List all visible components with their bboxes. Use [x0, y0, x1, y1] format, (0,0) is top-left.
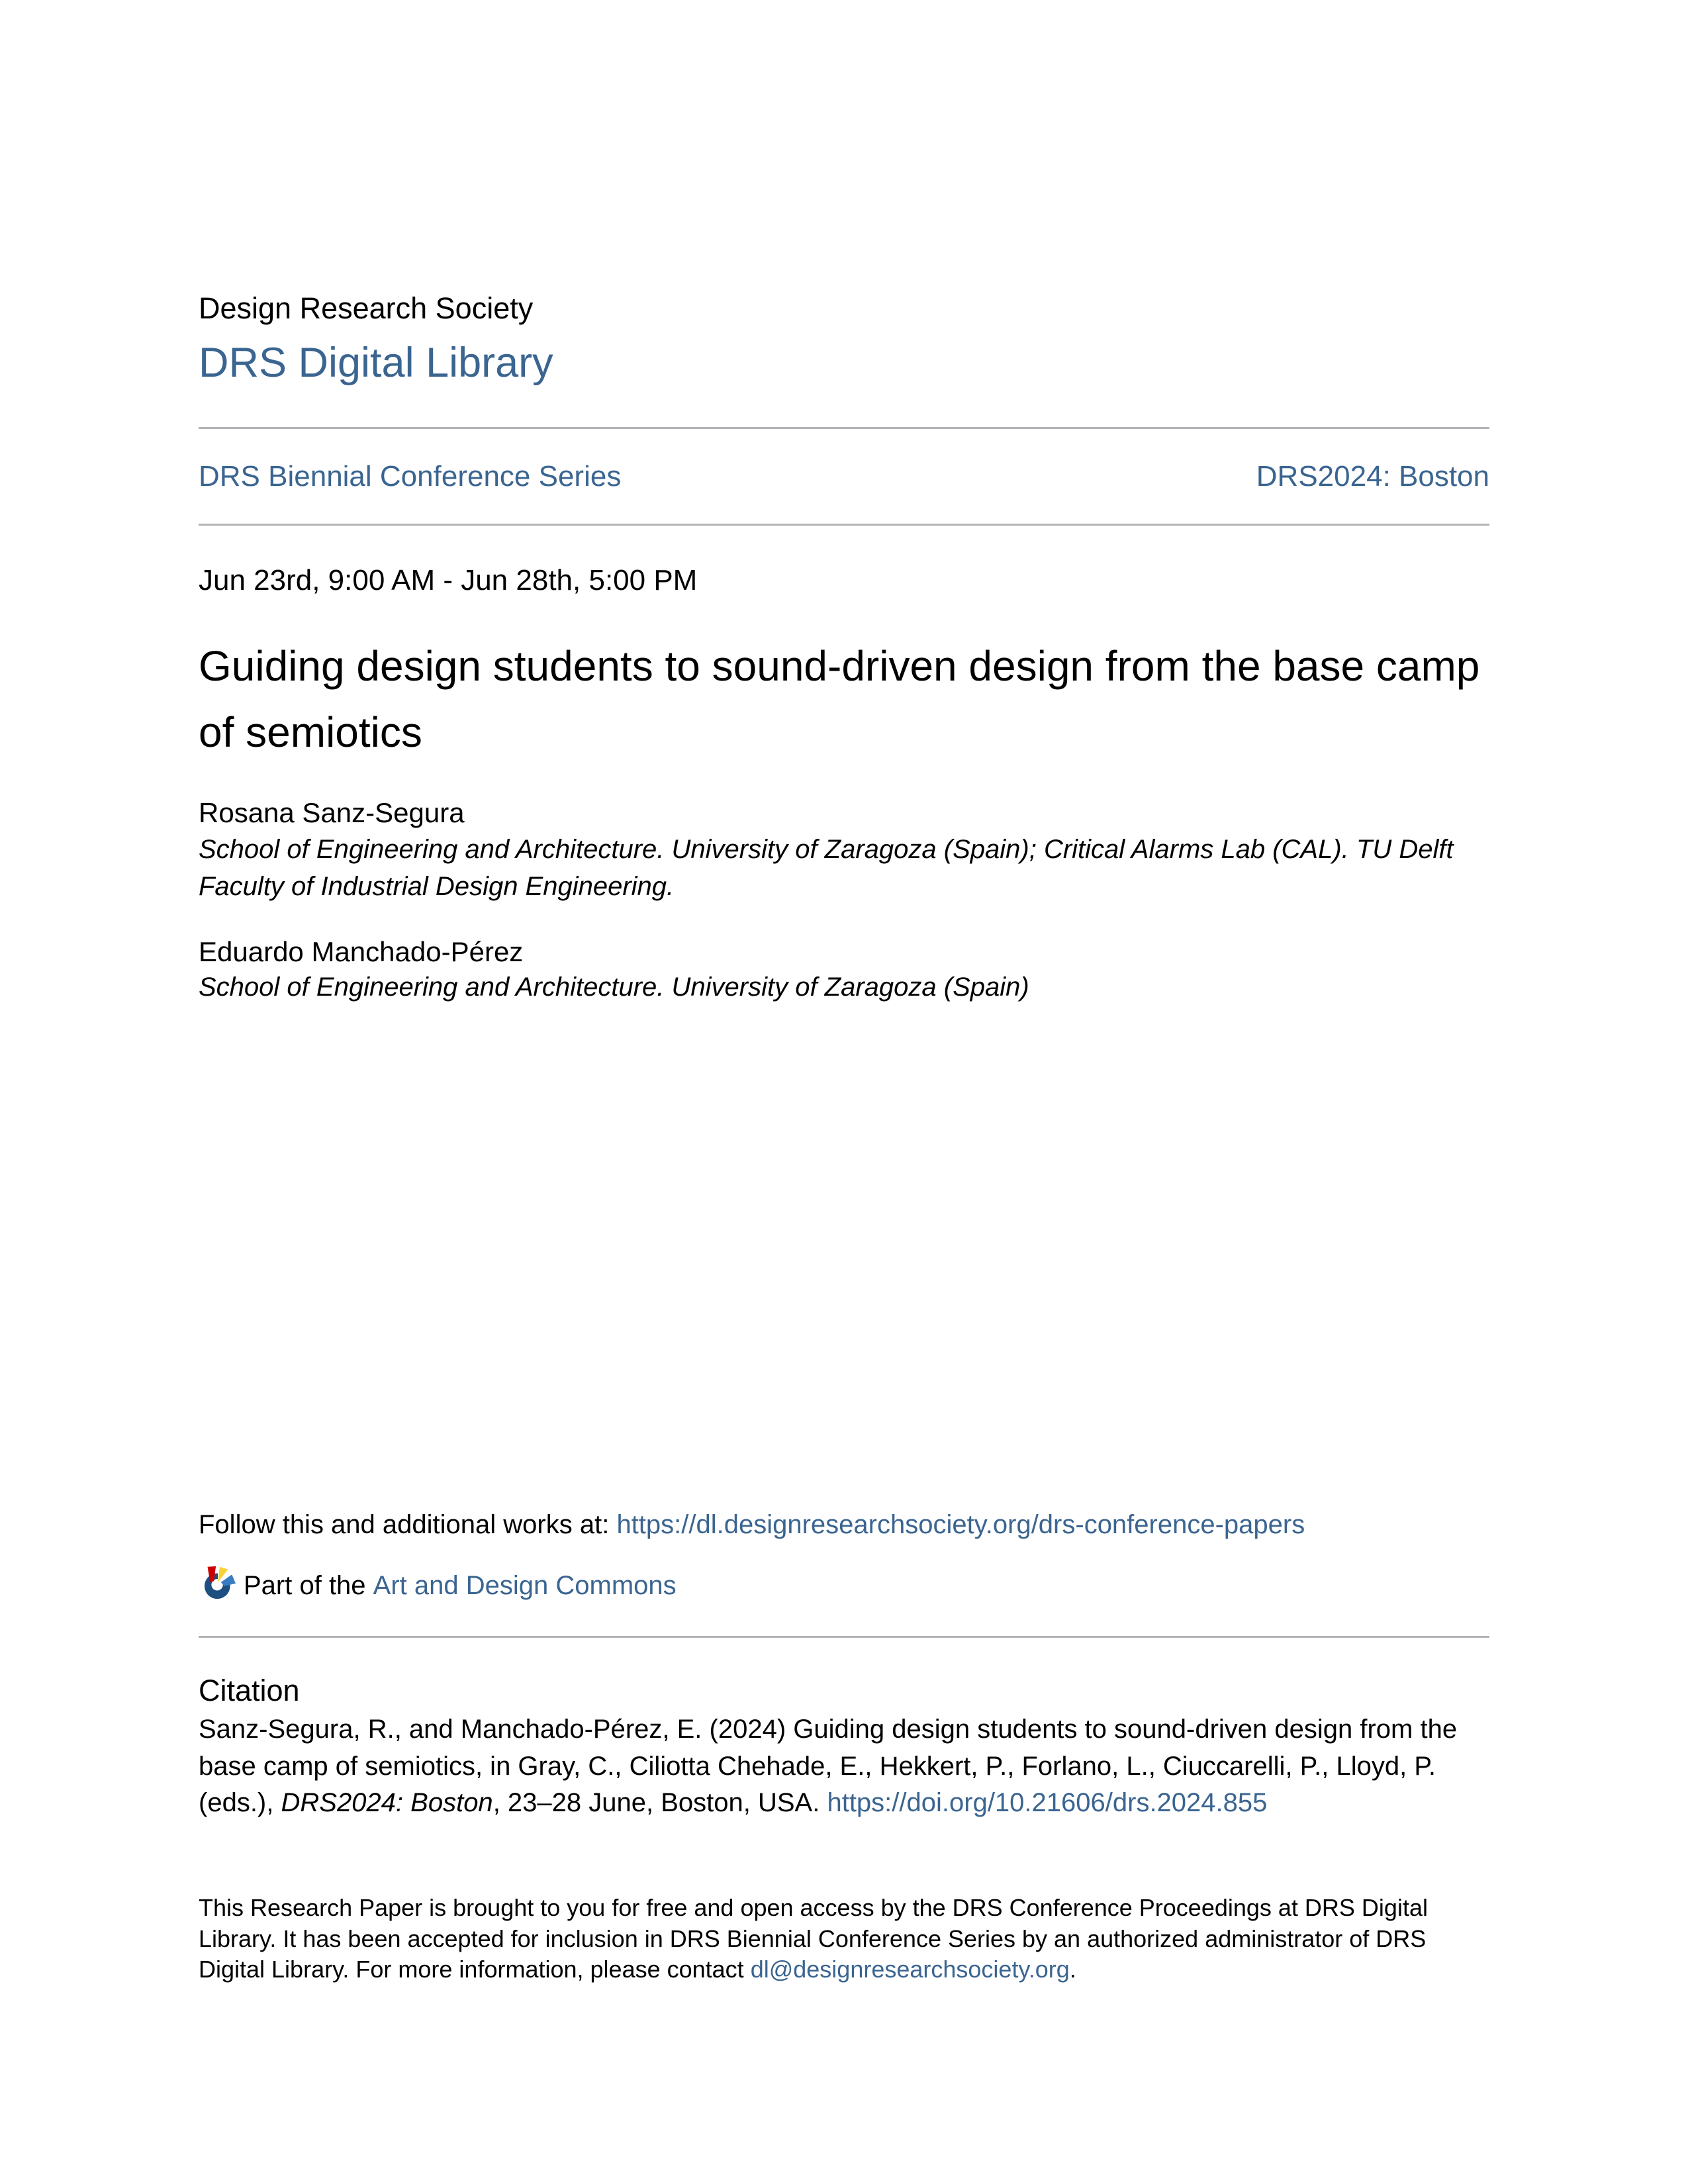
part-of-line: [199, 1563, 1489, 1604]
access-notice: [199, 1893, 1496, 1985]
author-affiliation: School of Engineering and Architecture. University of Zaragoza (Spain): [199, 973, 1029, 1002]
citation-heading: Citation: [199, 1674, 300, 1707]
access-notice-text: This Research Paper is brought to you for free and open access by the DRS Conference Proceedings at DRS Digital Library. It has been accepted for inclusion in DRS Biennial Conference Series by an authorized administrator of DRS Digital Library. For more information, please contact: [199, 1894, 1428, 1983]
conference-papers-link[interactable]: https://dl.designresearchsociety.org/drs-conference-papers: [616, 1510, 1305, 1539]
doi-link[interactable]: https://doi.org/10.21606/drs.2024.855: [827, 1788, 1268, 1817]
divider-bottom: [199, 1636, 1489, 1638]
citation-text-before: Sanz-Segura, R., and Manchado-Pérez, E. (2024) Guiding design students to sound-driven design from the base camp of semiotics, in Gray, C., Ciliotta Chehade, E., Hekkert, P., Forlano, L., Ciuccarelli, P., Lloyd, P. (eds.),: [199, 1715, 1458, 1817]
citation-proceedings: DRS2024: Boston: [281, 1788, 493, 1817]
citation-text: [199, 1711, 1496, 1822]
conference-event-link[interactable]: DRS2024: Boston: [1256, 460, 1489, 493]
conference-series-link[interactable]: DRS Biennial Conference Series: [199, 460, 622, 493]
author-affiliation: School of Engineering and Architecture. University of Zaragoza (Spain); Critical Alarms Lab (CAL). TU Delft Faculty of Industrial Design Engineering.: [199, 835, 1454, 901]
paper-title: Guiding design students to sound-driven design from the base camp of semiotics: [199, 642, 1480, 756]
organization-name: Design Research Society: [199, 291, 534, 325]
part-of-prefix: Part of the: [244, 1571, 373, 1600]
digital-commons-icon: [199, 1563, 237, 1601]
author-name: Eduardo Manchado-Pérez: [199, 936, 524, 967]
divider-middle: [199, 524, 1489, 526]
divider-top: [199, 427, 1489, 429]
follow-line: [199, 1506, 1489, 1543]
series-breadcrumb: [199, 459, 1489, 494]
follow-prefix: Follow this and additional works at:: [199, 1510, 617, 1539]
digital-library-link[interactable]: DRS Digital Library: [199, 340, 553, 386]
contact-email-link[interactable]: dl@designresearchsociety.org: [750, 1956, 1070, 1983]
author-name: Rosana Sanz-Segura: [199, 797, 465, 828]
event-date: Jun 23rd, 9:00 AM - Jun 28th, 5:00 PM: [199, 564, 698, 596]
citation-text-after: , 23–28 June, Boston, USA.: [492, 1788, 827, 1817]
access-notice-end: .: [1069, 1956, 1076, 1983]
art-and-design-commons-link[interactable]: Art and Design Commons: [373, 1571, 677, 1600]
